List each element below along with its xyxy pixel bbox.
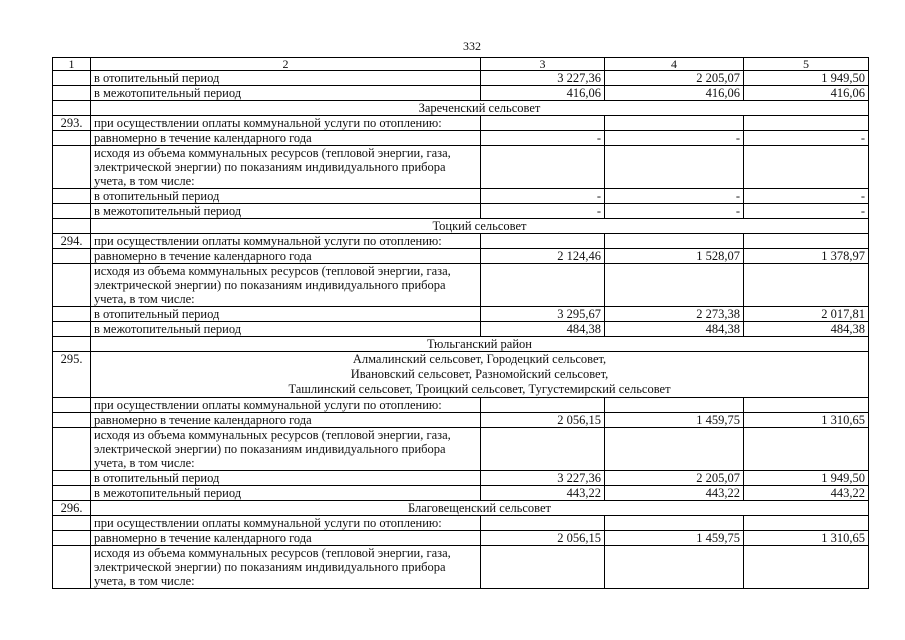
value-col-5: 1 949,50: [744, 71, 869, 86]
value-col-5: [744, 516, 869, 531]
value-col-3: 2 056,15: [481, 531, 605, 546]
row-number-cell: [53, 398, 91, 413]
table-row: [53, 307, 869, 322]
table-row: [53, 146, 869, 189]
row-description-line: электрической энергии) по показаниям индивидуального прибора: [94, 160, 446, 174]
value-col-4: [605, 516, 744, 531]
settlement-group-line: Ивановский сельсовет, Разномойский сельсовет,: [350, 367, 609, 381]
row-description: [91, 428, 481, 471]
table-row: [53, 322, 869, 337]
value-col-5: -: [744, 189, 869, 204]
row-description: при осуществлении оплаты коммунальной услуги по отоплению:: [91, 398, 481, 413]
table-row: [53, 428, 869, 471]
row-number-cell: [53, 322, 91, 337]
row-description: в отопительный период: [91, 307, 481, 322]
value-col-3: [481, 428, 605, 471]
value-col-3: [481, 234, 605, 249]
table-row: [53, 204, 869, 219]
row-description: при осуществлении оплаты коммунальной услуги по отоплению:: [91, 116, 481, 131]
value-col-5: [744, 546, 869, 589]
row-description: равномерно в течение календарного года: [91, 531, 481, 546]
value-col-4: 2 273,38: [605, 307, 744, 322]
settlement-header-row: [53, 101, 869, 116]
row-description-line: учета, в том числе:: [94, 456, 195, 470]
table-row: [53, 531, 869, 546]
value-col-5: [744, 264, 869, 307]
value-col-4: [605, 234, 744, 249]
row-description: в межотопительный период: [91, 322, 481, 337]
table-row: [53, 249, 869, 264]
table-row: [53, 413, 869, 428]
row-number-cell: [53, 413, 91, 428]
value-col-4: 484,38: [605, 322, 744, 337]
row-description: [91, 146, 481, 189]
district-header-row: [53, 337, 869, 352]
value-col-3: 3 227,36: [481, 71, 605, 86]
district-title: Тюльганский район: [91, 337, 869, 352]
value-col-4: [605, 146, 744, 189]
value-col-5: 1 949,50: [744, 471, 869, 486]
settlement-title: Тоцкий сельсовет: [91, 219, 869, 234]
value-col-5: [744, 398, 869, 413]
value-col-4: [605, 428, 744, 471]
column-header-2: 2: [91, 58, 481, 71]
value-col-4: [605, 264, 744, 307]
settlement-header-row: [53, 501, 869, 516]
value-col-4: -: [605, 189, 744, 204]
row-description-line: учета, в том числе:: [94, 174, 195, 188]
value-col-5: 1 310,65: [744, 531, 869, 546]
value-col-4: 1 528,07: [605, 249, 744, 264]
value-col-5: 1 310,65: [744, 413, 869, 428]
value-col-5: [744, 234, 869, 249]
value-col-4: -: [605, 204, 744, 219]
table-row: [53, 189, 869, 204]
value-col-5: [744, 146, 869, 189]
row-description-line: исходя из объема коммунальных ресурсов (тепловой энергии, газа,: [94, 428, 451, 442]
value-col-3: [481, 116, 605, 131]
value-col-4: 1 459,75: [605, 413, 744, 428]
row-number-cell: [53, 471, 91, 486]
table-row: [53, 486, 869, 501]
value-col-3: [481, 546, 605, 589]
value-col-5: 2 017,81: [744, 307, 869, 322]
table-row: [53, 516, 869, 531]
row-description: в отопительный период: [91, 189, 481, 204]
row-description-line: исходя из объема коммунальных ресурсов (тепловой энергии, газа,: [94, 146, 451, 160]
row-description: в межотопительный период: [91, 204, 481, 219]
row-number-cell: 294.: [53, 234, 91, 249]
value-col-4: [605, 546, 744, 589]
row-description: в межотопительный период: [91, 486, 481, 501]
value-col-5: 484,38: [744, 322, 869, 337]
settlement-group-line: Ташлинский сельсовет, Троицкий сельсовет, Тугустемирский сельсовет: [288, 382, 671, 396]
table-row: [53, 116, 869, 131]
value-col-4: [605, 116, 744, 131]
settlement-title: Благовещенский сельсовет: [91, 501, 869, 516]
row-description: в отопительный период: [91, 71, 481, 86]
row-number-cell: [53, 249, 91, 264]
value-col-3: -: [481, 189, 605, 204]
row-description-line: электрической энергии) по показаниям индивидуального прибора: [94, 560, 446, 574]
table-row: [53, 546, 869, 589]
value-col-4: 2 205,07: [605, 71, 744, 86]
value-col-5: 443,22: [744, 486, 869, 501]
row-description-line: учета, в том числе:: [94, 574, 195, 588]
value-col-4: -: [605, 131, 744, 146]
settlement-group-line: Алмалинский сельсовет, Городецкий сельсовет,: [352, 352, 607, 366]
tariff-table: [52, 57, 869, 589]
value-col-3: 443,22: [481, 486, 605, 501]
value-col-4: 443,22: [605, 486, 744, 501]
value-col-3: [481, 264, 605, 307]
row-description: в межотопительный период: [91, 86, 481, 101]
row-number-cell: [53, 86, 91, 101]
row-description-line: электрической энергии) по показаниям индивидуального прибора: [94, 442, 446, 456]
row-number-cell: [53, 546, 91, 589]
table-row: [53, 471, 869, 486]
value-col-3: 416,06: [481, 86, 605, 101]
row-number-cell: 293.: [53, 116, 91, 131]
row-description: при осуществлении оплаты коммунальной услуги по отоплению:: [91, 516, 481, 531]
table-row: [53, 398, 869, 413]
row-number-cell: [53, 486, 91, 501]
row-number-cell: 296.: [53, 501, 91, 516]
row-number-cell: [53, 337, 91, 352]
page-number: 332: [463, 39, 481, 53]
row-number-cell: 295.: [53, 352, 91, 398]
value-col-3: -: [481, 131, 605, 146]
settlement-title: Зареченский сельсовет: [91, 101, 869, 116]
row-number-cell: [53, 204, 91, 219]
value-col-4: 1 459,75: [605, 531, 744, 546]
row-description-line: учета, в том числе:: [94, 292, 195, 306]
row-number-cell: [53, 131, 91, 146]
table-row: [53, 71, 869, 86]
value-col-3: 2 124,46: [481, 249, 605, 264]
row-number-cell: [53, 307, 91, 322]
row-description: [91, 546, 481, 589]
row-number-cell: [53, 428, 91, 471]
row-description: [91, 264, 481, 307]
settlement-group-title: [91, 352, 869, 398]
value-col-5: [744, 428, 869, 471]
column-numbers-row: [53, 58, 869, 71]
value-col-5: [744, 116, 869, 131]
value-col-3: -: [481, 204, 605, 219]
table-row: [53, 264, 869, 307]
value-col-5: -: [744, 204, 869, 219]
row-description: равномерно в течение календарного года: [91, 131, 481, 146]
row-number-cell: [53, 146, 91, 189]
row-description: в отопительный период: [91, 471, 481, 486]
value-col-3: 484,38: [481, 322, 605, 337]
table-row: [53, 86, 869, 101]
row-description: равномерно в течение календарного года: [91, 413, 481, 428]
value-col-3: 3 227,36: [481, 471, 605, 486]
row-number-cell: [53, 71, 91, 86]
row-description: при осуществлении оплаты коммунальной услуги по отоплению:: [91, 234, 481, 249]
value-col-4: 416,06: [605, 86, 744, 101]
row-number-cell: [53, 531, 91, 546]
row-number-cell: [53, 189, 91, 204]
table-body: [53, 71, 869, 589]
table-row: [53, 131, 869, 146]
table-header: [53, 58, 869, 71]
column-header-1: 1: [53, 58, 91, 71]
row-description-line: электрической энергии) по показаниям индивидуального прибора: [94, 278, 446, 292]
value-col-4: 2 205,07: [605, 471, 744, 486]
column-header-4: 4: [605, 58, 744, 71]
row-number-cell: [53, 101, 91, 116]
row-description-line: исходя из объема коммунальных ресурсов (тепловой энергии, газа,: [94, 546, 451, 560]
row-number-cell: [53, 264, 91, 307]
settlement-group-row: [53, 352, 869, 398]
row-number-cell: [53, 219, 91, 234]
value-col-4: [605, 398, 744, 413]
value-col-3: [481, 146, 605, 189]
column-header-5: 5: [744, 58, 869, 71]
table-row: [53, 234, 869, 249]
value-col-5: 1 378,97: [744, 249, 869, 264]
row-description: равномерно в течение календарного года: [91, 249, 481, 264]
value-col-3: [481, 398, 605, 413]
value-col-3: 2 056,15: [481, 413, 605, 428]
row-number-cell: [53, 516, 91, 531]
value-col-5: 416,06: [744, 86, 869, 101]
value-col-3: 3 295,67: [481, 307, 605, 322]
value-col-3: [481, 516, 605, 531]
value-col-5: -: [744, 131, 869, 146]
settlement-header-row: [53, 219, 869, 234]
row-description-line: исходя из объема коммунальных ресурсов (тепловой энергии, газа,: [94, 264, 451, 278]
column-header-3: 3: [481, 58, 605, 71]
